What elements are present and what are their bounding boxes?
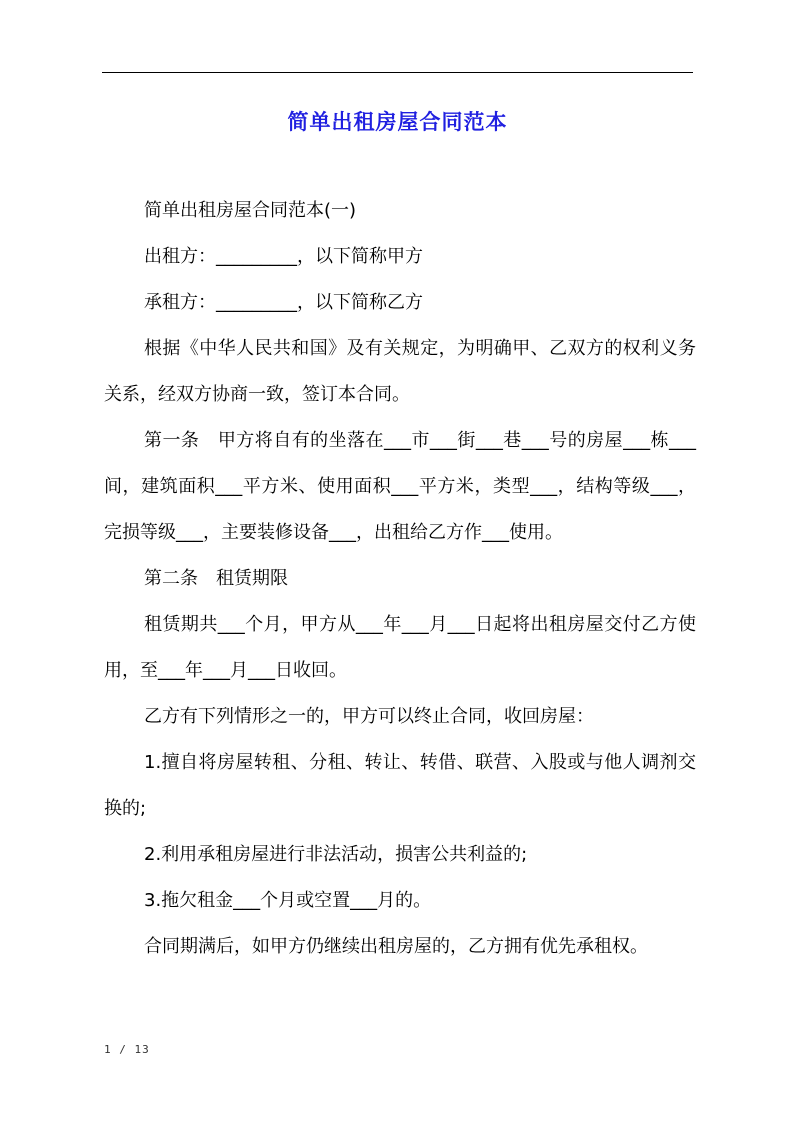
termination-item-1: 1.擅自将房屋转租、分租、转让、转借、联营、入股或与他人调剂交换的; (104, 752, 696, 819)
lease-term-paragraph: 租赁期共___个月，甲方从___年___月___日起将出租房屋交付乙方使用，至___年___月___日收回。 (104, 614, 696, 681)
contract-subtitle: 简单出租房屋合同范本(一) (144, 200, 357, 221)
document-title: 简单出租房屋合同范本 (287, 110, 508, 134)
page-indicator: 1 / 13 (104, 1043, 150, 1056)
termination-item-2: 2.利用承租房屋进行非法活动，损害公共利益的; (144, 844, 528, 865)
header-rule (102, 72, 693, 73)
termination-item-3: 3.拖欠租金___个月或空置___月的。 (144, 890, 432, 911)
renewal-priority-paragraph: 合同期满后，如甲方仍继续出租房屋的，乙方拥有优先承租权。 (144, 936, 648, 957)
article-two-heading: 第二条 租赁期限 (144, 568, 288, 589)
lessee-line: 承租方：_________，以下简称乙方 (144, 292, 423, 313)
preamble-paragraph: 根据《中华人民共和国》及有关规定，为明确甲、乙双方的权利义务关系，经双方协商一致，签订本合同。 (104, 338, 696, 405)
document-body (104, 188, 696, 970)
lessor-line: 出租方：_________，以下简称甲方 (144, 246, 423, 267)
termination-intro: 乙方有下列情形之一的，甲方可以终止合同，收回房屋： (144, 706, 594, 727)
article-one-paragraph: 第一条 甲方将自有的坐落在___市___街___巷___号的房屋___栋___间，建筑面积___平方米、使用面积___平方米，类型___，结构等级___，完损等级___，主要装修设备___，出租给乙方作___使用。 (104, 430, 696, 543)
